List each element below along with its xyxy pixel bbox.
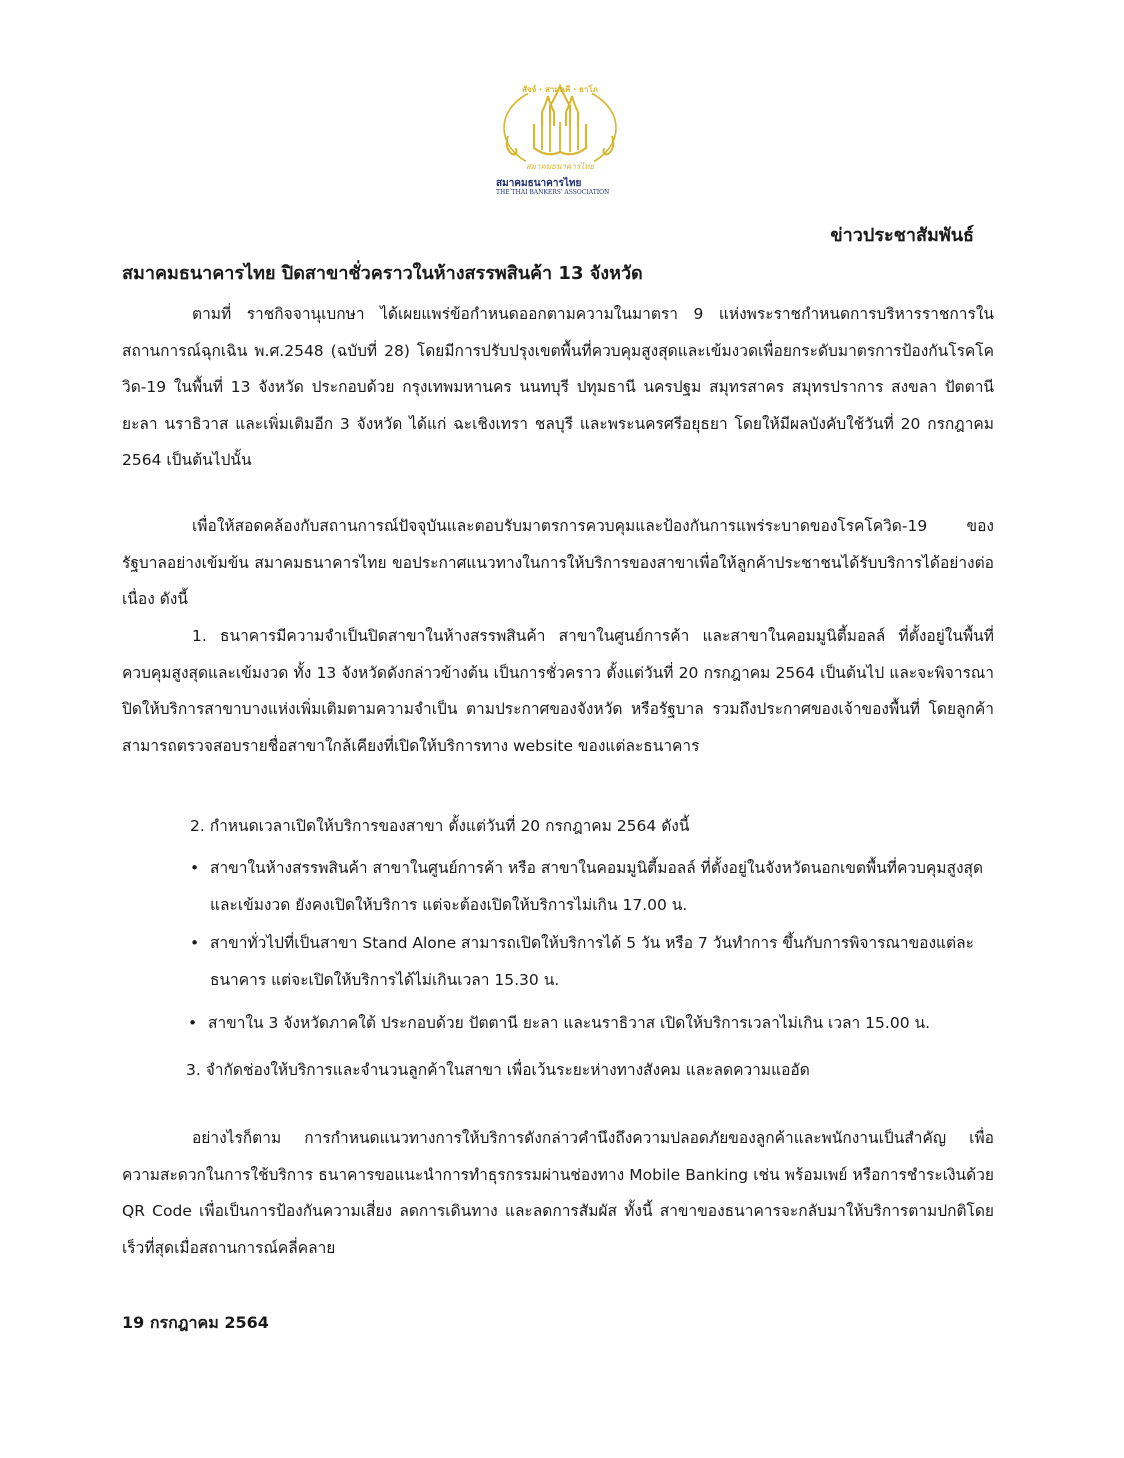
bullet-icon: •: [188, 1014, 198, 1032]
bullet-text: สาขาทั่วไปที่เป็นสาขา Stand Alone สามารถเปิดให้บริการได้ 5 วัน หรือ 7 วันทำการ ขึ้นกับการพิจารณาของแต่ละธนาคาร แต่จะเปิดให้บริการได้ไม่เกินเวลา 15.30 น.: [210, 934, 974, 989]
temple-emblem-icon: [490, 76, 630, 176]
logo-arc-text: สัจจ์ · สามคคี · ธาโภ: [522, 85, 598, 94]
bullet-icon: •: [190, 859, 200, 877]
document-type-label: ข่าวประชาสัมพันธ์: [830, 225, 974, 246]
paragraph-background: ตามที่ ราชกิจจานุเบกษา ได้เผยแพร่ข้อกำหนดออกตามความในมาตรา 9 แห่งพระราชกำหนดการบริหารราชการในสถานการณ์ฉุกเฉิน พ.ศ.2548 (ฉบับที่ 28) โดยมีการปรับปรุงเขตพื้นที่ควบคุมสูงสุดและเข้มงวดเพื่อยกระดับมาตรการป้องกันโรคโควิด-19 ในพื้นที่ 13 จังหวัด ประกอบด้วย กรุงเทพมหานคร นนทบุรี ปทุมธานี นครปฐม สมุทรสาคร สมุทรปราการ สงขลา ปัตตานี ยะลา นราธิวาส และเพิ่มเติมอีก 3 จังหวัด ได้แก่ ฉะเชิงเทรา ชลบุรี และพระนครศรีอยุธยา โดยให้มีผลบังคับใช้วันที่ 20 กรกฎาคม 2564 เป็นต้นไปนั้น: [122, 305, 994, 469]
logo-inner-text: สมาคมธนาคารไทย: [525, 162, 595, 171]
logo-name-english: THE THAI BANKERS' ASSOCIATION: [496, 189, 610, 196]
list-item-2: 2. กำหนดเวลาเปิดให้บริการของสาขา ตั้งแต่วันที่ 20 กรกฎาคม 2564 ดังนี้: [190, 817, 690, 835]
logo-name-thai: สมาคมธนาคารไทย: [496, 178, 582, 189]
list-item-3: 3. จำกัดช่องให้บริการและจำนวนลูกค้าในสาขา เพื่อเว้นระยะห่างทางสังคม และลดความแออัด: [186, 1061, 810, 1079]
bullet-item: [188, 1005, 1008, 1042]
bullet-item: [190, 925, 996, 998]
paragraph-closing: อย่างไรก็ตาม การกำหนดแนวทางการให้บริการดังกล่าวคำนึงถึงความปลอดภัยของลูกค้าและพนักงานเป็นสำคัญ เพื่อความสะดวกในการใช้บริการ ธนาคารขอแนะนำการทำธุรกรรมผ่านช่องทาง Mobile Banking เช่น พร้อมเพย์ หรือการชำระเงินด้วย QR Code เพื่อเป็นการป้องกันความเสี่ยง ลดการเดินทาง และลดการสัมผัส ทั้งนี้ สาขาของธนาคารจะกลับมาให้บริการตามปกติโดยเร็วที่สุดเมื่อสถานการณ์คลี่คลาย: [122, 1129, 994, 1257]
paragraph-announcement: เพื่อให้สอดคล้องกับสถานการณ์ปัจจุบันและตอบรับมาตรการควบคุมและป้องกันการแพร่ระบาดของโรคโควิด-19 ของรัฐบาลอย่างเข้มข้น สมาคมธนาคารไทย ขอประกาศแนวทางในการให้บริการของสาขาเพื่อให้ลูกค้าประชาชนได้รับบริการได้อย่างต่อเนื่อง ดังนี้: [122, 517, 994, 608]
bullet-text: สาขาในห้างสรรพสินค้า สาขาในศูนย์การค้า หรือ สาขาในคอมมูนิตี้มอลล์ ที่ตั้งอยู่ในจังหวัดนอกเขตพื้นที่ควบคุมสูงสุดและเข้มงวด ยังคงเปิดให้บริการ แต่จะต้องเปิดให้บริการไม่เกิน 17.00 น.: [210, 859, 984, 914]
bullet-item: [190, 850, 996, 923]
document-title: สมาคมธนาคารไทย ปิดสาขาชั่วคราวในห้างสรรพสินค้า 13 จังหวัด: [122, 263, 643, 284]
bullet-text: สาขาใน 3 จังหวัดภาคใต้ ประกอบด้วย ปัตตานี ยะลา และนราธิวาส เปิดให้บริการเวลาไม่เกิน เวลา 15.00 น.: [208, 1014, 930, 1032]
bullet-icon: •: [190, 934, 200, 952]
document-date: 19 กรกฎาคม 2564: [122, 1313, 269, 1332]
list-item-1: 1. ธนาคารมีความจำเป็นปิดสาขาในห้างสรรพสินค้า สาขาในศูนย์การค้า และสาขาในคอมมูนิตี้มอลล์ ที่ตั้งอยู่ในพื้นที่ควบคุมสูงสุดและเข้มงวด ทั้ง 13 จังหวัดดังกล่าวข้างต้น เป็นการชั่วคราว ตั้งแต่วันที่ 20 กรกฎาคม 2564 เป็นต้นไป และจะพิจารณาปิดให้บริการสาขาบางแห่งเพิ่มเติมตามความจำเป็น ตามประกาศของจังหวัด หรือรัฐบาล รวมถึงประกาศของเจ้าของพื้นที่ โดยลูกค้าสามารถตรวจสอบรายชื่อสาขาใกล้เคียงที่เปิดให้บริการทาง website ของแต่ละธนาคาร: [122, 627, 994, 755]
